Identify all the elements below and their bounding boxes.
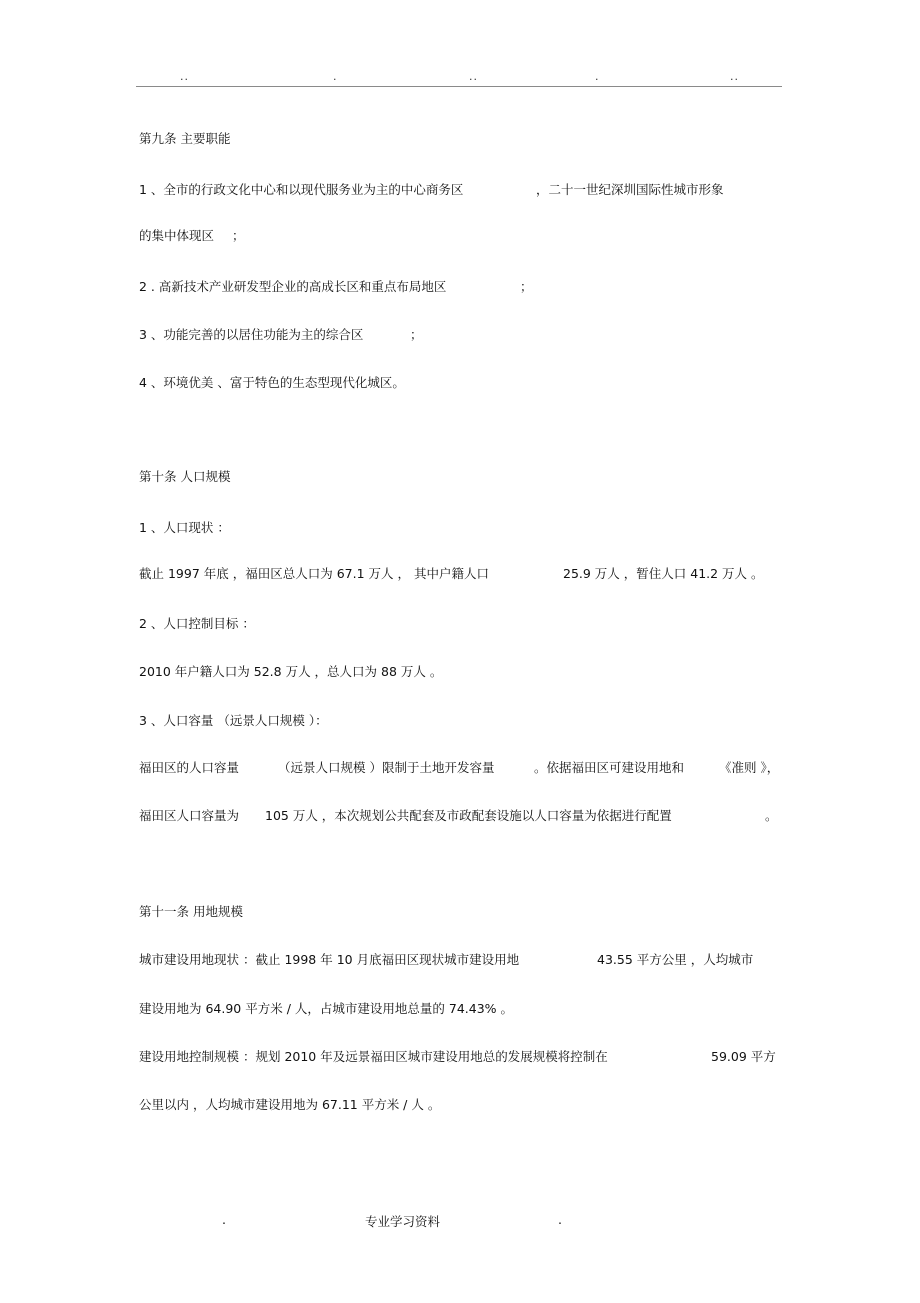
text-run: 《准则 》， xyxy=(719,760,780,775)
article-11-para-1-cont: 建设用地为 64.90 平方米 / 人，占城市建设用地总量的 74.43% 。 xyxy=(139,1001,513,1016)
header-dot: .. xyxy=(730,70,739,83)
header-dot: .. xyxy=(180,70,189,83)
header-dots xyxy=(0,70,920,84)
article-9-item-4: 4 、环境优美 、富于特色的生态型现代化城区。 xyxy=(139,375,405,390)
article-10-subheading-2: 2 、人口控制目标 ： xyxy=(139,616,255,631)
text-run: 43.55 平方公里 ，人均城市 xyxy=(597,952,754,967)
article-11-heading: 第十一条 用地规模 xyxy=(139,904,243,919)
article-10-subheading-3: 3 、人口容量 （远景人口规模 ）： xyxy=(139,713,328,728)
article-11-para-2-cont: 公里以内 ，人均城市建设用地为 67.11 平方米 / 人 。 xyxy=(139,1097,441,1112)
article-10-para-2: 2010 年户籍人口为 52.8 万人 ，总人口为 88 万人 。 xyxy=(139,664,443,679)
article-10-subheading-1: 1 、人口现状 ： xyxy=(139,520,230,535)
text-run: ，二十一世纪深圳国际性城市形象 xyxy=(536,182,724,197)
text-run: 25.9 万人 ，暂住人口 41.2 万人 。 xyxy=(563,566,764,581)
header-dot: .. xyxy=(469,70,478,83)
text-run: （远景人口规模 ）限制于土地开发容量 xyxy=(278,760,495,775)
page-footer xyxy=(0,1212,920,1228)
article-9-heading: 第九条 主要职能 xyxy=(139,131,231,146)
text-run: ； xyxy=(232,228,245,243)
header-dot: . xyxy=(333,70,338,83)
header-dot: . xyxy=(595,70,600,83)
text-run: 105 万人 ，本次规划公共配套及市政配套设施以人口容量为依据进行配置 xyxy=(265,808,672,823)
footer-dot: . xyxy=(222,1212,226,1227)
footer-label: 专业学习资料 xyxy=(365,1214,441,1229)
text-run: 59.09 平方 xyxy=(711,1049,776,1064)
text-run: 福田区人口容量为 xyxy=(139,808,240,823)
text-run: 福田区的人口容量 xyxy=(139,760,240,775)
text-run: 2 . 高新技术产业研发型企业的高成长区和重点布局地区 xyxy=(139,279,447,294)
text-run: 截止 1997 年底 ，福田区总人口为 67.1 万人 ， 其中户籍人口 xyxy=(139,566,489,581)
footer-dot: . xyxy=(558,1212,562,1227)
text-run: 建设用地控制规模 ：规划 2010 年及远景福田区城市建设用地总的发展规模将控制在 xyxy=(139,1049,608,1064)
text-run: 3 、功能完善的以居住功能为主的综合区 xyxy=(139,327,364,342)
text-run: 城市建设用地现状 ：截止 1998 年 10 月底福田区现状城市建设用地 xyxy=(139,952,520,967)
text-run: 1 、全市的行政文化中心和以现代服务业为主的中心商务区 xyxy=(139,182,464,197)
header-rule xyxy=(136,86,782,87)
text-run: 的集中体现区 xyxy=(139,228,215,243)
article-10-heading: 第十条 人口规模 xyxy=(139,469,231,484)
text-run: ； xyxy=(520,279,533,294)
text-run: 。依据福田区可建设用地和 xyxy=(534,760,685,775)
text-run: 。 xyxy=(765,808,778,823)
text-run: ； xyxy=(410,327,423,342)
